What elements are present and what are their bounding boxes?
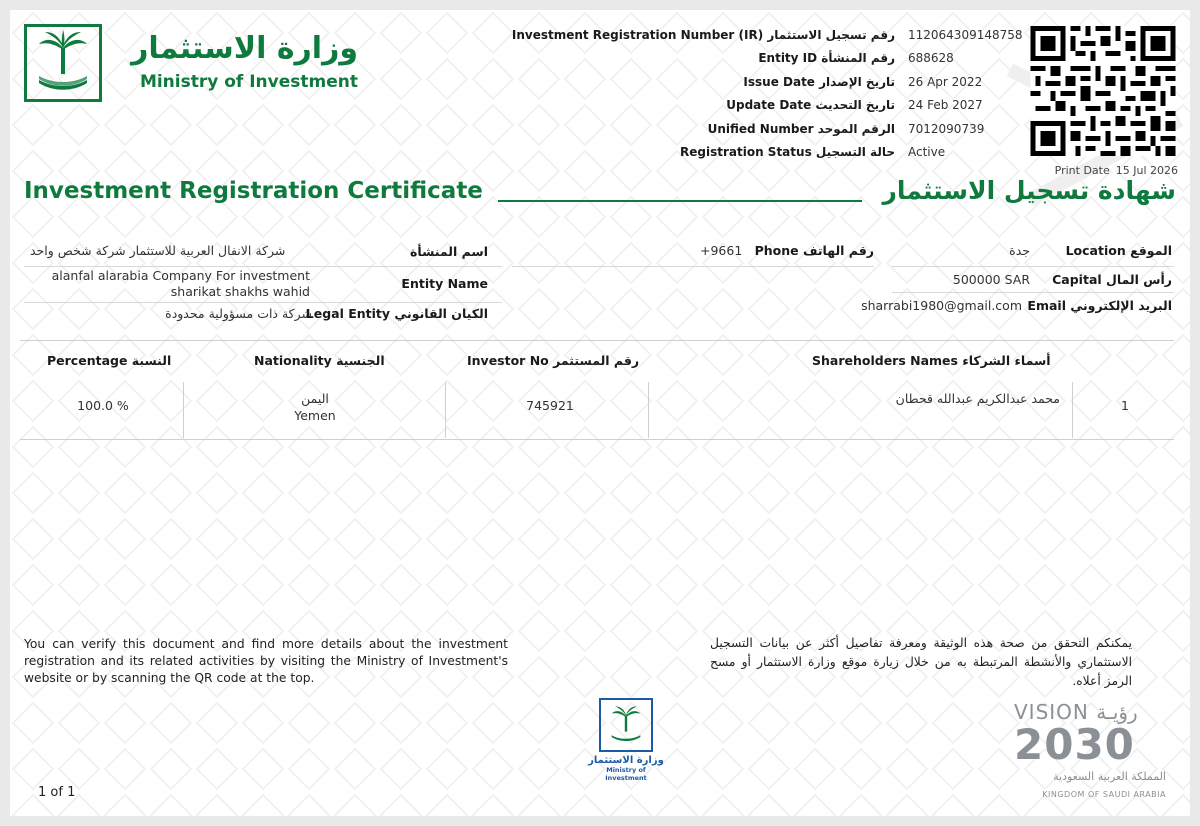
- phone-field: [510, 240, 880, 266]
- cell-percentage: 100.0 %: [77, 398, 129, 413]
- verification-note-english: You can verify this document and find more details about the investment registration and its related activities by visiting the Ministry of Investment's website or by scanning the QR code at the top.: [24, 637, 508, 685]
- small-logo-arabic: وزارة الاستثمار: [588, 755, 664, 766]
- palm-swords-small-icon: [599, 698, 653, 752]
- divider: [892, 266, 1174, 267]
- registration-meta: [440, 24, 1030, 164]
- meta-label: Issue Date تاريخ الإصدار: [743, 74, 895, 89]
- kingdom-name-english: KINGDOM OF SAUDI ARABIA: [1042, 790, 1166, 799]
- vision-label: VISION رؤيـة: [1014, 700, 1138, 724]
- meta-row-registration-status: [440, 141, 1030, 164]
- meta-label: Unified Number الرقم الموحد: [707, 121, 895, 136]
- small-logo-english: Ministry of Investment: [605, 766, 647, 782]
- divider: [24, 266, 502, 267]
- capital-label: Capital رأس المال: [1052, 272, 1172, 287]
- certificate-page: [10, 10, 1190, 816]
- ministry-logo: [24, 24, 364, 104]
- vision-2030-logo: [1010, 698, 1180, 808]
- legal-entity-field: [10, 304, 500, 328]
- ministry-small-logo: [585, 698, 667, 780]
- entity-name-arabic-field: [10, 240, 500, 266]
- email-value: sharrabi1980@gmail.com: [861, 298, 1022, 313]
- meta-row-issue-date: [440, 71, 1030, 94]
- meta-label: Registration Status حالة التسجيل: [680, 144, 895, 159]
- meta-value: 24 Feb 2027: [908, 98, 983, 113]
- phone-value: +9661: [700, 243, 743, 258]
- table-top-border: [20, 340, 1174, 341]
- meta-value: 7012090739: [908, 121, 985, 136]
- location-label: Location الموقع: [1065, 243, 1172, 258]
- entity-name-english-value-line2: sharikat shakhs wahid: [170, 284, 310, 299]
- meta-row-entity-id: [440, 47, 1030, 70]
- entity-name-english-label: Entity Name: [401, 276, 488, 291]
- ministry-name-english: Ministry of Investment: [139, 72, 358, 92]
- legal-entity-label: Legal Entity الكيان القانوني: [305, 306, 488, 321]
- page-number: 1 of 1: [38, 785, 76, 800]
- title-divider: [498, 200, 862, 202]
- cell-nationality-english: Yemen: [294, 408, 336, 423]
- meta-label: Update Date تاريخ التحديث: [726, 98, 895, 113]
- meta-row-unified-number: [440, 118, 1030, 141]
- verification-note-arabic: يمكنكم التحقق من صحة هذه الوثيقة ومعرفة تفاصيل أكثر عن بيانات التسجيل الاستثماري والأنشطة المرتبطة به من خلال زيارة موقع وزارة الاستثمار أو مسح الرمز أعلاه.: [710, 636, 1132, 688]
- divider: [512, 266, 874, 267]
- meta-label: Entity ID رقم المنشأة: [758, 51, 895, 66]
- kingdom-name-arabic: المملكة العربية السعودية: [1053, 770, 1166, 783]
- entity-name-english-field: [10, 268, 500, 302]
- entity-name-arabic-label: اسم المنشأة: [410, 244, 488, 259]
- divider: [892, 292, 1174, 293]
- location-field: [890, 240, 1180, 266]
- certificate-title-english: Investment Registration Certificate: [24, 178, 483, 204]
- meta-value: 688628: [908, 51, 954, 66]
- meta-row-update-date: [440, 94, 1030, 117]
- meta-value: 26 Apr 2022: [908, 74, 983, 89]
- print-date-value: 15 Jul 2026: [1115, 164, 1178, 177]
- entity-name-english-value-line1: alanfal alarabia Company For investment: [51, 268, 310, 283]
- divider: [24, 302, 502, 303]
- location-value: جدة: [1009, 243, 1030, 258]
- email-label: Email البريد الإلكتروني: [1027, 298, 1172, 313]
- column-header-nationality: Nationality الجنسية: [254, 353, 385, 368]
- legal-entity-value: شركة ذات مسؤولية محدودة: [165, 306, 312, 321]
- column-separator: [648, 382, 649, 438]
- meta-value: 112064309148758: [908, 28, 1023, 42]
- table-bottom-border: [20, 439, 1174, 440]
- column-separator: [445, 382, 446, 438]
- cell-nationality-arabic: اليمن: [301, 391, 329, 406]
- column-separator: [1072, 382, 1073, 438]
- certificate-title-arabic: شهادة تسجيل الاستثمار: [882, 176, 1176, 205]
- column-header-percentage: Percentage النسبة: [47, 353, 172, 368]
- cell-row-index: 1: [1121, 398, 1129, 413]
- column-header-shareholder-names: Shareholders Names أسماء الشركاء: [812, 353, 1051, 368]
- meta-row-ir-number: [440, 24, 1030, 47]
- capital-value: 500000 SAR: [952, 272, 1030, 287]
- cell-investor-no: 745921: [526, 398, 574, 413]
- column-header-investor-no: Investor No رقم المستثمر: [467, 353, 640, 368]
- ministry-name-arabic: وزارة الاستثمار: [131, 31, 358, 66]
- column-separator: [183, 382, 184, 438]
- palm-swords-emblem-icon: [24, 24, 102, 102]
- meta-value: Active: [908, 144, 946, 159]
- cell-shareholder-name: محمد عبدالكريم عبدالله قحطان: [895, 391, 1060, 406]
- qr-code-icon[interactable]: [1030, 26, 1176, 156]
- print-date-label: Print Date: [1054, 164, 1110, 177]
- meta-label: Investment Registration Number (IR) رقم تسجيل الاستثمار: [511, 28, 895, 42]
- email-field: [790, 296, 1180, 322]
- phone-label: Phone رقم الهاتف: [754, 243, 874, 258]
- entity-name-arabic-value: شركة الانفال العربية للاستثمار شركة شخص واحد: [30, 243, 286, 258]
- vision-year: 2030: [1014, 720, 1135, 769]
